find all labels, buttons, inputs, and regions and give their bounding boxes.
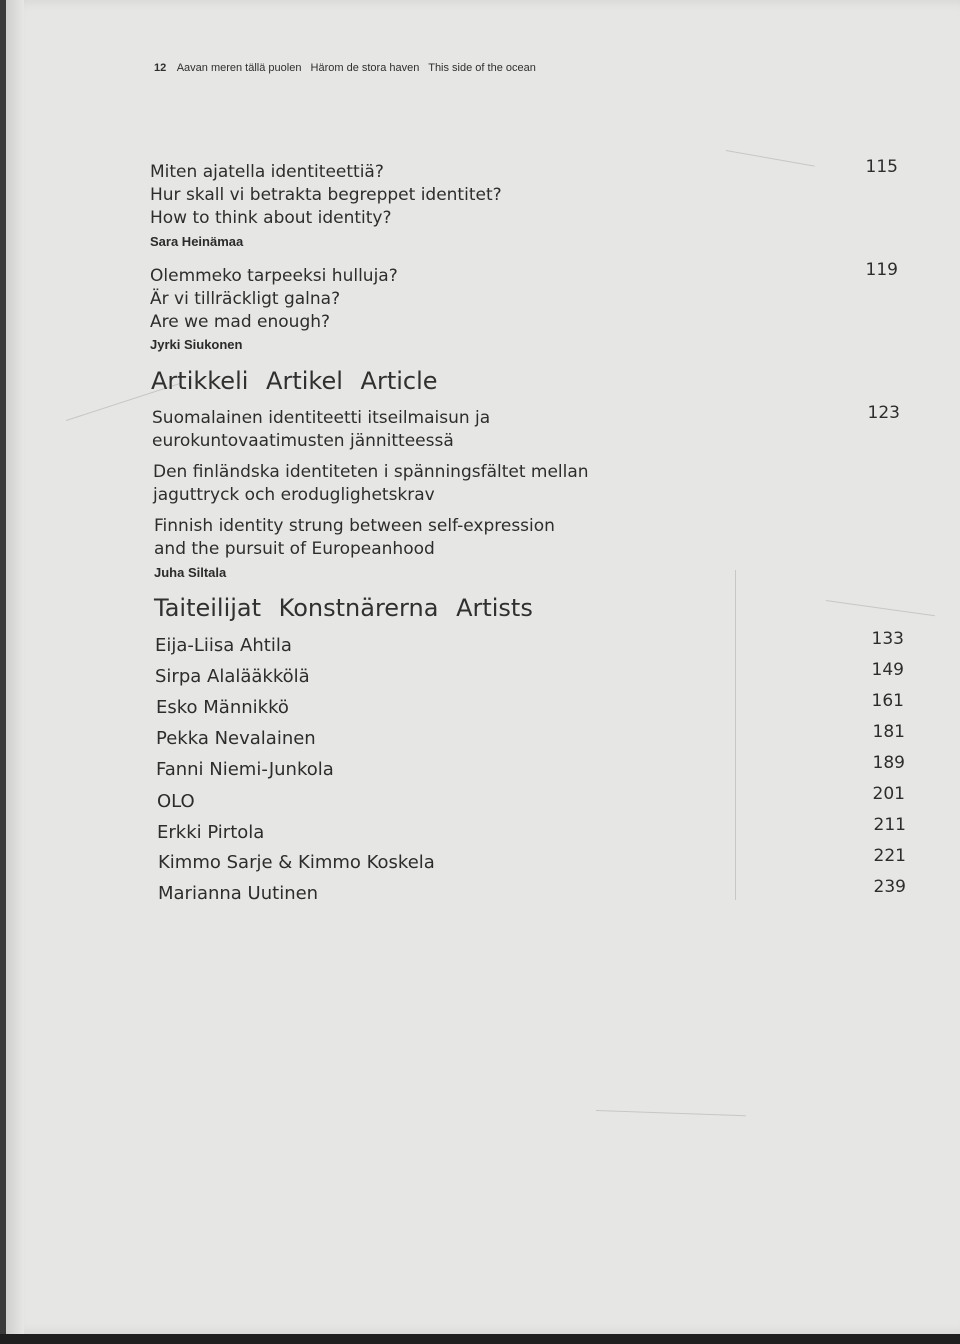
section-heading-en: Article	[360, 367, 438, 395]
page-number: 12	[154, 62, 167, 74]
article-title-en-line2: and the pursuit of Europeanhood	[154, 539, 435, 559]
section-heading-en: Artists	[456, 594, 533, 622]
artist-name: Erkki Pirtola	[157, 822, 265, 843]
section-heading-sv: Artikel	[266, 367, 343, 395]
scratch-mark	[596, 1110, 746, 1116]
artist-page-number: 181	[872, 722, 905, 742]
section-heading-sv: Konstnärerna	[278, 594, 439, 622]
article-title-sv-line2: jaguttryck och eroduglighetskrav	[153, 485, 435, 505]
scratch-mark	[726, 150, 815, 167]
header-title-fi: Aavan meren tällä puolen	[176, 62, 302, 74]
section-heading-article	[151, 367, 448, 395]
article-page-number: 123	[867, 403, 900, 423]
page	[6, 0, 960, 1334]
entry-author: Sara Heinämaa	[150, 234, 244, 249]
entry-title-sv: Hur skall vi betrakta begreppet identitet?	[150, 185, 502, 205]
article-author: Juha Siltala	[154, 565, 227, 580]
entry-title-fi: Olemmeko tarpeeksi hulluja?	[150, 266, 398, 286]
artist-page-number: 201	[872, 784, 905, 804]
page-edge	[6, 0, 24, 1334]
scan-bottom-edge	[0, 1334, 960, 1344]
running-header	[154, 62, 542, 74]
header-title-en: This side of the ocean	[428, 62, 536, 74]
artist-name: Pekka Nevalainen	[156, 728, 316, 749]
artist-name: Eija-Liisa Ahtila	[155, 635, 292, 656]
artist-page-number: 239	[873, 877, 906, 897]
article-title-fi-line2: eurokuntovaatimusten jännitteessä	[152, 431, 454, 451]
entry-page-number: 119	[865, 260, 898, 280]
artist-name: Fanni Niemi-Junkola	[156, 759, 334, 780]
entry-title-sv: Är vi tillräckligt galna?	[150, 289, 341, 309]
section-heading-fi: Taiteilijat	[154, 594, 262, 622]
section-heading-artists	[154, 594, 543, 622]
artist-name: Sirpa Alalääkkölä	[155, 666, 310, 687]
artist-page-number: 161	[871, 691, 904, 711]
entry-author: Jyrki Siukonen	[150, 337, 243, 352]
scratch-mark	[735, 570, 736, 900]
article-title-en-line1: Finnish identity strung between self-expression	[154, 516, 555, 536]
entry-title-fi: Miten ajatella identiteettiä?	[150, 162, 384, 182]
entry-title-en: How to think about identity?	[150, 208, 392, 228]
artist-page-number: 221	[873, 846, 906, 866]
artist-page-number: 211	[873, 815, 906, 835]
artist-name: Marianna Uutinen	[158, 883, 319, 904]
article-title-sv-line1: Den finländska identiteten i spänningsfältet mellan	[153, 462, 589, 482]
scratch-mark	[826, 600, 935, 616]
entry-title-en: Are we mad enough?	[150, 312, 331, 332]
header-title-sv: Härom de stora haven	[310, 62, 420, 74]
artist-page-number: 149	[871, 660, 904, 680]
section-heading-fi: Artikkeli	[151, 367, 249, 395]
artist-name: Esko Männikkö	[156, 697, 289, 718]
artist-page-number: 189	[872, 753, 905, 773]
article-title-fi-line1: Suomalainen identiteetti itseilmaisun ja	[152, 408, 491, 428]
artist-name: OLO	[157, 791, 195, 812]
entry-page-number: 115	[865, 157, 898, 177]
artist-page-number: 133	[871, 629, 904, 649]
artist-name: Kimmo Sarje & Kimmo Koskela	[158, 852, 435, 873]
